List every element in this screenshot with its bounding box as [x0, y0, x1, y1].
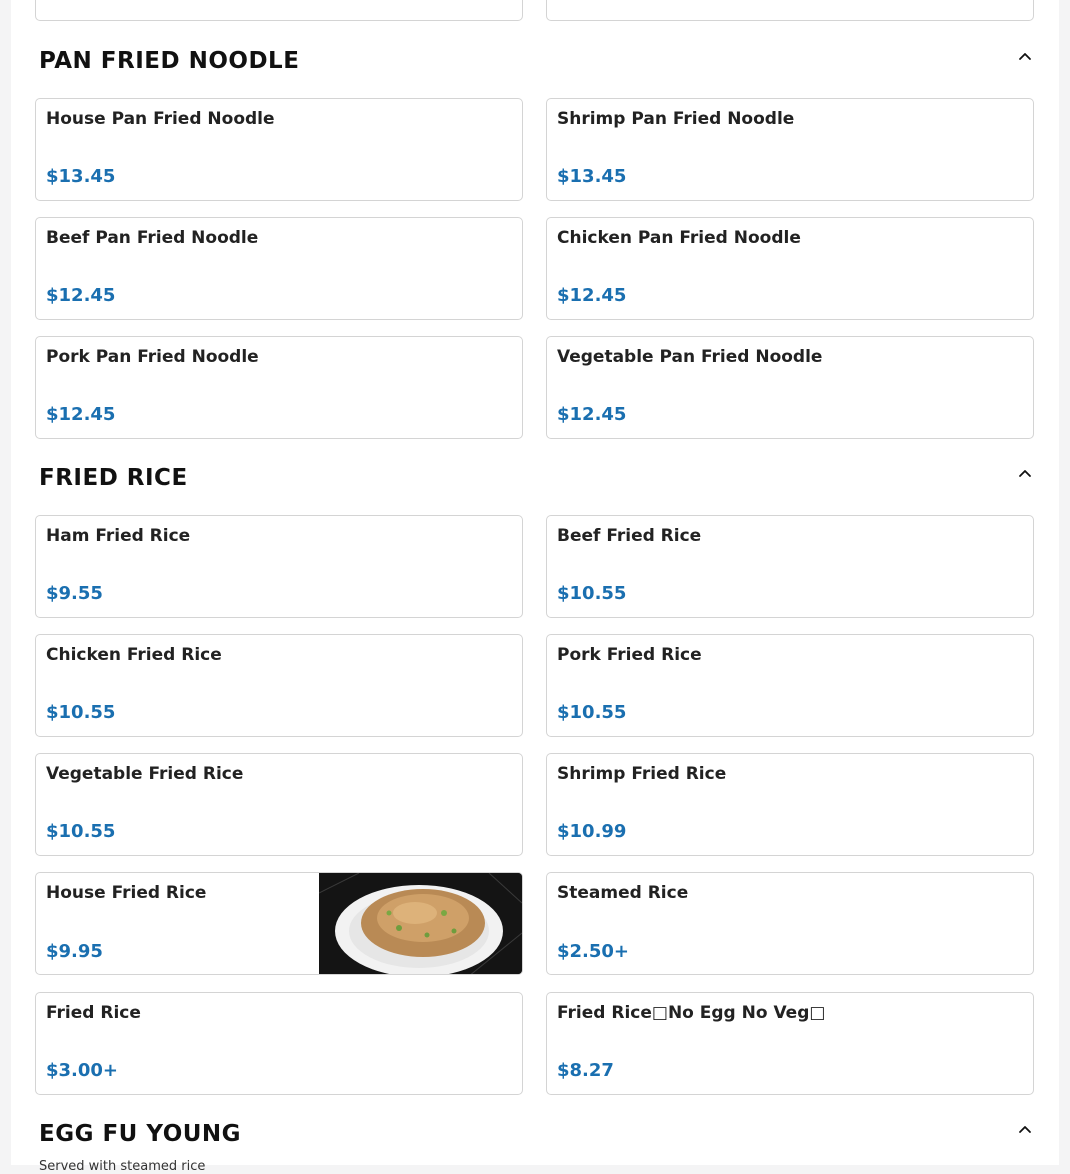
section-title-fried-rice: FRIED RICE	[39, 465, 188, 491]
menu-item-card[interactable]	[546, 872, 1034, 975]
item-name: House Pan Fried Noodle	[46, 109, 275, 129]
item-photo	[319, 873, 522, 974]
menu-item-card[interactable]	[546, 515, 1034, 618]
item-price: $9.95	[46, 941, 103, 962]
section-title-pan-fried-noodle: PAN FRIED NOODLE	[39, 48, 300, 74]
item-name: Fried Rice□No Egg No Veg□	[557, 1003, 826, 1023]
menu-item-card[interactable]	[35, 98, 523, 201]
item-price: $10.99	[557, 821, 627, 842]
menu-item-card[interactable]	[35, 0, 523, 21]
item-name: Ham Fried Rice	[46, 526, 191, 546]
item-price: $2.50+	[557, 941, 630, 962]
menu-item-card[interactable]	[35, 992, 523, 1095]
menu-item-card[interactable]	[546, 0, 1034, 21]
item-price: $12.45	[557, 404, 627, 425]
chevron-up-icon[interactable]	[1017, 465, 1033, 481]
menu-item-card[interactable]	[35, 753, 523, 856]
chevron-up-icon[interactable]	[1017, 48, 1033, 64]
item-price: $12.45	[557, 285, 627, 306]
item-price: $12.45	[46, 285, 116, 306]
menu-item-card[interactable]	[35, 336, 523, 439]
item-name: Chicken Pan Fried Noodle	[557, 228, 801, 248]
item-price: $8.27	[557, 1060, 614, 1081]
item-name: Beef Fried Rice	[557, 526, 702, 546]
item-price: $10.55	[46, 821, 116, 842]
menu-panel	[11, 0, 1059, 1174]
section-note: Served with steamed rice	[39, 1159, 206, 1174]
item-name: Chicken Fried Rice	[46, 645, 222, 665]
item-name: Steamed Rice	[557, 883, 689, 903]
item-price: $10.55	[46, 702, 116, 723]
item-price: $10.55	[557, 702, 627, 723]
item-price: $10.55	[557, 583, 627, 604]
menu-item-card[interactable]	[546, 217, 1034, 320]
menu-item-card[interactable]	[546, 992, 1034, 1095]
item-name: Pork Fried Rice	[557, 645, 702, 665]
item-price: $9.55	[46, 583, 103, 604]
menu-item-card[interactable]	[35, 634, 523, 737]
item-name: Shrimp Fried Rice	[557, 764, 727, 784]
item-price: $13.45	[46, 166, 116, 187]
menu-item-card[interactable]	[35, 515, 523, 618]
chevron-up-icon[interactable]	[1017, 1121, 1033, 1137]
item-name: Shrimp Pan Fried Noodle	[557, 109, 795, 129]
item-name: Vegetable Fried Rice	[46, 764, 244, 784]
item-name: Vegetable Pan Fried Noodle	[557, 347, 823, 367]
section-title-egg-fu-young: EGG FU YOUNG	[39, 1121, 242, 1147]
menu-item-card[interactable]	[546, 336, 1034, 439]
item-name: House Fried Rice	[46, 883, 207, 903]
item-price: $13.45	[557, 166, 627, 187]
menu-item-card[interactable]	[546, 98, 1034, 201]
item-name: Beef Pan Fried Noodle	[46, 228, 259, 248]
item-name: Pork Pan Fried Noodle	[46, 347, 259, 367]
menu-item-card[interactable]	[35, 872, 523, 975]
item-price: $12.45	[46, 404, 116, 425]
menu-item-card[interactable]	[546, 753, 1034, 856]
menu-item-card[interactable]	[35, 217, 523, 320]
item-name: Fried Rice	[46, 1003, 141, 1023]
menu-item-card[interactable]	[546, 634, 1034, 737]
item-price: $3.00+	[46, 1060, 119, 1081]
